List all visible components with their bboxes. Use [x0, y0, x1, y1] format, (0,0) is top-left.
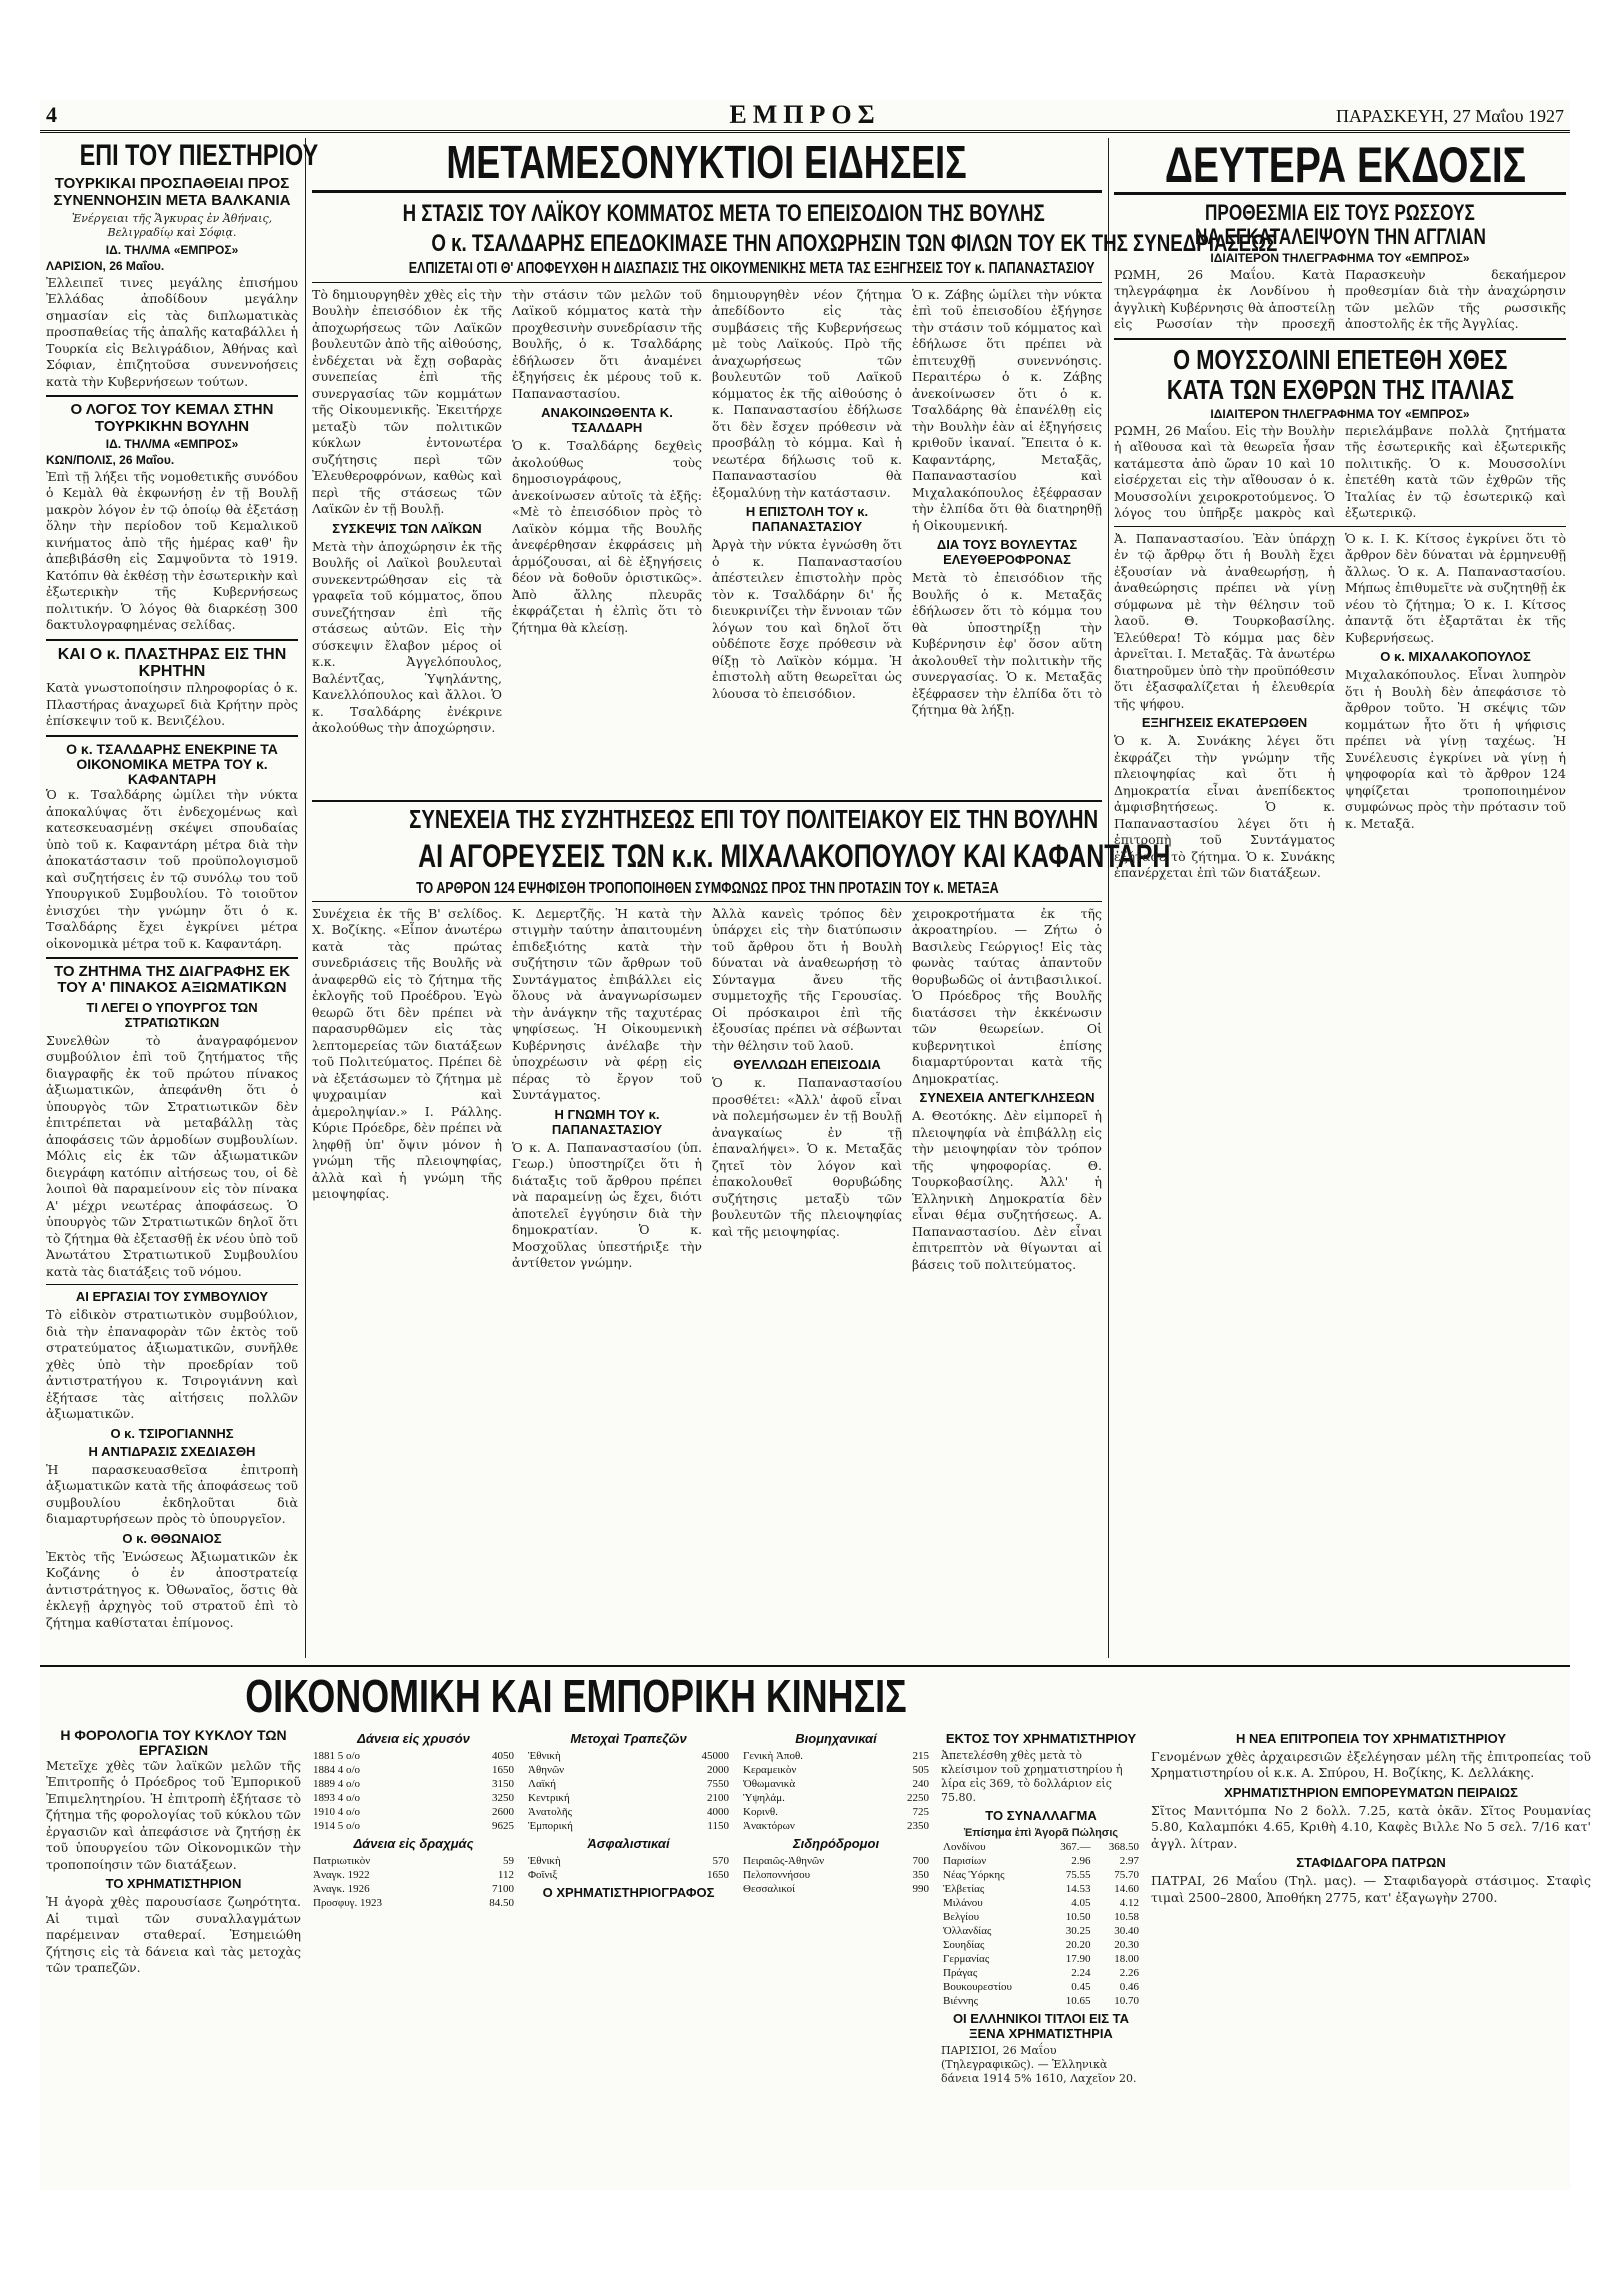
quote-table	[526, 1854, 731, 1882]
table-row	[941, 1924, 1141, 1938]
subheadline: Η ΓΝΩΜΗ ΤΟΥ κ. ΠΑΠΑΝΑΣΤΑΣΙΟΥ	[551, 1106, 663, 1137]
table-title: Μετοχαὶ Τραπεζῶν	[570, 1730, 687, 1746]
table-cell-label: Ἀθηνῶν	[528, 1763, 565, 1776]
table-cell-value: 3250	[492, 1791, 514, 1804]
table-row	[741, 1791, 931, 1805]
article-body: τὴν στάσιν τῶν μελῶν τοῦ Λαϊκοῦ κόμματος κατὰ τὴν προχθεσινὴν συνεδρίασιν τῆς Βουλῆς, ὁ κ. Τσαλδάρης ἐδήλωσεν ὅτι ἀναμένει ἐξηγήσεις ἐκ μέρους τοῦ κ. Παπαναστασίου.	[512, 286, 702, 401]
headline: Ο ΛΟΓΟΣ ΤΟΥ ΚΕΜΑΛ ΣΤΗΝ ΤΟΥΡΚΙΚΗΝ ΒΟΥΛΗΝ	[70, 401, 274, 435]
table-cell-label: Μιλάνου	[943, 1897, 983, 1910]
article-body: Α. Θεοτόκης. Δὲν εἰμπορεῖ ἡ πλειοψηφία νὰ ἐπιβάλλῃ εἰς τὴν μειοψηφίαν τὸν τρόπον τῆς ψηφοφορίας. Θ. Τουρκοβασίλης. Ἀλλ' ἡ Ἑλληνικὴ Δημοκρατία δὲν εἶναι θέμα συζητήσεως. Α. Παπαναστασίου. Δὲν εἶναι ἐπιτρεπτὸν νὰ θίγωνται αἱ βάσεις τοῦ πολιτεύματος.	[912, 1108, 1102, 1272]
table-cell-label: Κεντρική	[528, 1791, 570, 1804]
table-cell-label: Θεσσαλικοί	[743, 1882, 796, 1895]
subheadline: Ο κ. ΘΘΩΝΑΙΟΣ	[122, 1530, 222, 1546]
table-cell-value: 367.—	[1060, 1841, 1091, 1854]
table-cell-value: 10.65	[1065, 1995, 1091, 2008]
article-body: Ὁ κ. Α. Παπαναστασίου (ὑπ. Γεωρ.) ὑποστηρίζει ὅτι ἡ διάταξις τοῦ ἄρθρου πρέπει νὰ παραμείνῃ ὡς ἔχει, διότι ἀποτελεῖ ἐγγύησιν διὰ τὴν δημοκρατίαν. Ὁ κ. Μοσχοῦλας ὑπεστήριξε τὴν ἀντίθετον γνώμην.	[512, 1139, 702, 1271]
dateline-place: ΛΑΡΙΣΙΟΝ, 26 Μαΐου.	[46, 258, 165, 273]
table-cell-value: 75.55	[1065, 1869, 1091, 1882]
article-body: δημιουργηθὲν νέον ζήτημα ἀπεδίδοντο εἰς τὰς συμβάσεις τῆς Κυβερνήσεως μὲ τοὺς Λαϊκούς. Πρὸ τῆς ἀναχωρήσεως τῶν βουλευτῶν τοῦ Λαϊκοῦ κόμματος ἐκ τῆς αἰθούσης ὁ κ. Παπαναστασίου ἐδήλωσε ὅτι δὲν ἔσχεν πρόθεσιν νὰ προσβάλῃ τὸ κόμμα. Καὶ ἡ νεωτέρα δήλωσις τοῦ κ. Παπαναστασίου θὰ ἐξομαλύνῃ τὴν κατάστασιν.	[712, 286, 902, 500]
table-cell-label: Λονδίνου	[943, 1841, 986, 1854]
table-row	[311, 1777, 516, 1791]
table-cell-value: 2.96	[1071, 1855, 1091, 1868]
table-cell-value: 505	[912, 1763, 929, 1776]
quote-table	[741, 1854, 931, 1896]
table-row	[526, 1777, 731, 1791]
table-cell-value: 4050	[492, 1749, 514, 1762]
newspaper-name: ΕΜΠΡΟΣ	[729, 100, 881, 129]
quote-table	[311, 1749, 516, 1833]
table-row	[941, 1868, 1141, 1882]
table-cell-label: 1893 4 ο/ο	[313, 1791, 361, 1804]
table-cell-value: 0.45	[1071, 1981, 1091, 1994]
headline: ΤΟΥΡΚΙΚΑΙ ΠΡΟΣΠΑΘΕΙΑΙ ΠΡΟΣ ΣΥΝΕΝΝΟΗΣΙΝ ΜΕΤΑ ΒΑΛΚΑΝΙΑ	[53, 175, 291, 209]
article-body: Ὁ κ. Ι. Κ. Κίτσος ἐγκρίνει ὅτι τὸ ἄρθρον δὲν δύναται νὰ ἑρμηνευθῇ ἄλλως. Ὁ κ. Α. Παπαναστασίου. Μήπως ἐπιθυμεῖτε νὰ συζητηθῇ ἐκ νέου τὸ ζήτημα; Ὁ κ. Ι. Κίτσος ἀπαντᾷ ὅτι ἐξαρτᾶται ἐκ τῆς Κυβερνήσεως.	[1345, 530, 1566, 645]
article-body: Ὁ κ. Τσαλδάρης ὡμίλει τὴν νύκτα ἀποκαλύψας ὅτι ἐνδεχομένως καὶ κατεσκευασμένῃ σκέψει σπουδαίας ὑπὸ τοῦ κ. Καφαντάρη μέτρα διὰ τὴν ἀποκατάστασιν τοῦ προϋπολογισμοῦ καὶ συζητήσεις ἐν τῷ συνόλῳ του τοῦ Υπουργικοῦ Συμβουλίου. Τὸ τοιοῦτον ἐνισχύει τὴν γνώμην ὅτι ὁ κ. Τσαλδάρης ἔχει ἐγκρίνει μέτρα οἰκονομικὰ μέτρα τοῦ κ. Καφαντάρη.	[46, 787, 298, 951]
table-row	[311, 1896, 516, 1910]
subheadline: Η ΑΝΤΙΔΡΑΣΙΣ ΣΧΕΔΙΑΣΘΗ	[88, 1443, 256, 1459]
article-body: Ὁ κ. Παπαναστασίου προσθέτει: «Ἀλλ' ἀφοῦ εἶναι νὰ πολεμήσωμεν ἐν τῇ Βουλῇ ἀναγκαίως ἐν τῇ ἐπαναλήψει». Ὁ κ. Μεταξᾶς ζητεῖ τὸν λόγον καὶ ἐπακολουθεῖ θορυβώδης συζήτησις μεταξὺ τῶν βουλευτῶν τῆς πλειοψηφίας καὶ τῆς μειοψηφίας.	[712, 1075, 902, 1239]
page-number: 4	[46, 102, 57, 127]
table-row	[311, 1749, 516, 1763]
article-body: Σῖτος Μανιτόμπα Νο 2 δολλ. 7.25, κατὰ ὀκᾶν. Σῖτος Ρουμανίας 5.80, Καλαμπόκι 4.65, Κριθὴ 4.10, Καφὲς Βιλλε Νο 5 σελ. 7/16 κατ' ἀγγλ. λίτραν.	[1151, 1802, 1591, 1851]
table-cell-value: 2100	[707, 1791, 729, 1804]
table-cell-label: Πειραιῶς-Ἀθηνῶν	[743, 1854, 825, 1867]
article-body: ΠΑΡΙΣΙΟΙ, 26 Μαΐου (Τηλεγραφικῶς). — Ἑλληνικὰ δάνεια 1914 5% 1610, Λαχεῖον 20.	[941, 2044, 1137, 2086]
table-cell-value: 2600	[492, 1805, 514, 1818]
dateline-place: ΚΩΝ/ΠΟΛΙΣ, 26 Μαΐου.	[46, 452, 175, 467]
table-row	[941, 1952, 1141, 1966]
article-body: Ὁ κ. Ἀ. Συνάκης λέγει ὅτι ἐκφράζει τὴν γνώμην τῆς πλειοψηφίας καὶ ὅτι ἡ Δημοκρατία εἶναι ἀνεπίδεκτος ἀμφισβητήσεως. Ὁ κ. Παπαναστασίου λέγει ὅτι ἡ ἐπιτροπὴ τοῦ Συντάγματος ἐξήτασε τὸ ζήτημα. Ὁ κ. Συνάκης ἐπανέρχεται ἐπὶ τῶν διατάξεων.	[1114, 733, 1335, 881]
table-cell-value: 1650	[492, 1763, 514, 1776]
table-cell-value: 84.50	[489, 1896, 514, 1909]
article-body: Κ. Δεμερτζῆς. Ἡ κατὰ τὴν στιγμὴν ταύτην ἀπαιτουμένη ἐπιδεξιότης κατὰ τὴν συζήτησιν τῶν ἄρθρων τοῦ Συντάγματος ἐπιβάλλει εἰς ὅλους νὰ ἀναγνωρίσωμεν τὴν ἀνάγκην τῆς ταχυτέρας ψηφίσεως. Ἡ Οἰκουμενικὴ Κυβέρνησις ἀνέλαβε τὴν ὑποχρέωσιν νὰ φέρῃ εἰς πέρας τὸ ἔργον τοῦ Συντάγματος.	[512, 905, 702, 1103]
headline: Η ΣΤΑΣΙΣ ΤΟΥ ΛΑΪΚΟΥ ΚΟΜΜΑΤΟΣ ΜΕΤΑ ΤΟ ΕΠΕΙΣΟΔΙΟΝ ΤΗΣ ΒΟΥΛΗΣ	[402, 199, 1045, 227]
table-cell-value: 30.25	[1065, 1925, 1091, 1938]
table-cell-label: Ἐμπορική	[528, 1819, 573, 1832]
subheadline: ΤΟ ΣΥΝΑΛΛΑΓΜΑ	[985, 1807, 1097, 1823]
table-row	[526, 1749, 731, 1763]
article-body: Ἡ ἀγορὰ χθὲς παρουσίασε ζωηρότητα. Αἱ τιμαὶ τῶν συναλλαγμάτων παρέμειναν σταθεραί. Ἐσημειώθη ζήτησις εἰς τὰ δάνεια καὶ τὰς μετοχὰς τῶν τραπεζῶν.	[46, 1894, 301, 1976]
table-title: Δάνεια εἰς χρυσόν	[357, 1730, 470, 1746]
table-cell-label: Ἀναγκ. 1926	[313, 1882, 370, 1895]
article-body: Τὸ εἰδικὸν στρατιωτικὸν συμβούλιον, διὰ τὴν ἐπαναφορὰν τῶν ἐκτὸς τοῦ στρατεύματος ἀξιωματικῶν, συνῆλθε χθὲς ὑπὸ τὴν προεδρίαν τοῦ ἀντιστρατήγου κ. Τσιρογιάννη καὶ ἐξήτασε τὰς αἰτήσεις πολλῶν ἀξιωματικῶν.	[46, 1307, 298, 1422]
table-cell-label: Λαϊκή	[528, 1777, 556, 1790]
table-cell-value: 2350	[907, 1819, 929, 1832]
article-body: Ἀργὰ τὴν νύκτα ἐγνώσθη ὅτι ὁ κ. Παπαναστασίου ἀπέστειλεν ἐπιστολὴν πρὸς τὸν κ. Τσαλδάρην δι' ἧς διευκρινίζει τὴν ἔννοιαν τῶν λόγων του καὶ δηλοῖ ὅτι οὐδέποτε ἔσχε πρόθεσιν νὰ θίξῃ τὸ Λαϊκὸν κόμμα. Ἡ ἐπιστολὴ αὕτη θεωρεῖται ὡς λύουσα τὸ ἐπεισόδιον.	[712, 537, 902, 701]
article-body: Συνέχεια ἐκ τῆς Β' σελίδος. Χ. Βοζίκης. «Εἶπον ἀνωτέρω κατὰ τὰς πρώτας συνεδριάσεις τῆς Βουλῆς νὰ ἀναφερθῶ εἰς τὸ ζήτημα τῆς ἐκλογῆς τοῦ Προέδρου. Ἐγὼ θεωρῶ ὅτι δὲν πρέπει νὰ παρασυρθῶμεν εἰς τὰς λεπτομερείας τῶν διατάξεων τοῦ Πολιτεύματος. Πρέπει δὲ νὰ ἐξετάσωμεν τὸ ζήτημα μὲ ψυχραιμίαν καὶ ἀμεροληψίαν.» Ι. Ράλλης. Κύριε Πρόεδρε, δὲν πρέπει νὰ ληφθῇ ὑπ' ὄψιν μόνον ἡ γνώμη τῆς πλειοψηφίας, ἀλλὰ καὶ ἡ γνώμη τῆς μειοψηφίας.	[312, 905, 502, 1202]
article-body: Μετὰ τὸ ἐπεισόδιον τῆς Βουλῆς ὁ κ. Μεταξᾶς ἐδήλωσεν ὅτι τὸ κόμμα του θὰ ὑποστηρίξῃ τὴν Κυβέρνησιν ἐφ' ὅσον αὕτη ἀκολουθεῖ τὴν πολιτικὴν τῆς συνεργασίας. Ὁ κ. Μεταξᾶς ἐξέφρασεν τὴν ἐλπίδα ὅτι τὸ ζήτημα θὰ λήξῃ.	[912, 570, 1102, 718]
table-cell-label: Σουηδίας	[943, 1939, 985, 1952]
table-row	[741, 1868, 931, 1882]
table-cell-label: Βιέννης	[943, 1995, 978, 2008]
article-body: Ἀπετελέσθη χθὲς μετὰ τὸ κλείσιμον τοῦ χρηματιστηρίου ἡ λίρα εἰς 369, τὸ δολλάριον εἰς 75.80.	[941, 1748, 1123, 1804]
subheadline: ΣΥΣΚΕΨΙΣ ΤΩΝ ΛΑΪΚΩΝ	[332, 520, 482, 536]
table-cell-value: 570	[712, 1854, 729, 1867]
headline: ΑΙ ΑΓΟΡΕΥΣΕΙΣ ΤΩΝ κ.κ. ΜΙΧΑΛΑΚΟΠΟΥΛΟΥ ΚΑΙ ΚΑΦΑΝΤΑΡΗ	[418, 838, 1171, 875]
table-cell-value: 990	[912, 1882, 929, 1895]
article-body: Ἀ. Παπαναστασίου. Ἐὰν ὑπάρχῃ ἐν τῷ ἄρθρῳ ὅτι ἡ Βουλὴ ἔχει ἐξουσίαν νὰ ἀναθεωρήσῃ, ἡ ἀναθεώρησις πρέπει νὰ γίνῃ σύμφωνα μὲ τὴν θέλησιν τοῦ λαοῦ. Θ. Τουρκοβασίλης. Ἑλεύθερα! Τὸ κόμμα μας δὲν ἀρνεῖται. Ι. Μεταξᾶς. Τὰ ἀνωτέρω διατηροῦμεν ὑπὸ τὴν προϋπόθεσιν ὅτι ἐξασφαλίζεται ἡ ἐλευθερία τῆς ψήφου.	[1114, 530, 1335, 711]
table-cell-value: 2.97	[1119, 1855, 1139, 1868]
subheadline: Η ΕΠΙΣΤΟΛΗ ΤΟΥ κ. ΠΑΠΑΝΑΣΤΑΣΙΟΥ	[745, 504, 869, 535]
subheadline: Η ΝΕΑ ΕΠΙΤΡΟΠΕΙΑ ΤΟΥ ΧΡΗΜΑΤΙΣΤΗΡΙΟΥ	[1235, 1730, 1507, 1746]
quote-table	[311, 1854, 516, 1910]
headline: ΠΡΟΘΕΣΜΙΑ ΕΙΣ ΤΟΥΣ ΡΩΣΣΟΥΣ	[1205, 200, 1475, 225]
table-cell-value: 75.70	[1114, 1869, 1139, 1882]
subheadline: Ο ΧΡΗΜΑΤΙΣΤΗΡΙΟΓΡΑΦΟΣ	[542, 1884, 715, 1900]
article-body: Ἐλλειπεῖ τινες μεγάλης ἐπισήμου Ἐλλάδας ἀποδίδουν μεγάλην σημασίαν εἰς τὰς διπλωματικὰς προσπαθείας τῆς ἀπαλῆς καταβάλλει ἡ Τουρκία εἰς Βελιγράδιον, Ἀθήνας καὶ Σόφιαν, ἐπιζητοῦσα συνεννοήσεις κατὰ τὴν Κυβερνήσεων τούτων.	[46, 274, 298, 389]
table-row	[941, 1854, 1141, 1868]
table-row	[311, 1854, 516, 1868]
table-cell-value: 368.50	[1108, 1841, 1139, 1854]
banner-headline: ΜΕΤΑΜΕΣΟΝΥΚΤΙΟΙ ΕΙΔΗΣΕΙΣ	[312, 138, 1102, 193]
headline: ΚΑΤΑ ΤΩΝ ΕΧΘΡΩΝ ΤΗΣ ΙΤΑΛΙΑΣ	[1166, 373, 1514, 405]
left-column	[46, 139, 319, 1658]
table-cell-value: 14.53	[1065, 1883, 1091, 1896]
masthead	[40, 100, 1570, 133]
subheadline: ΕΞΗΓΗΣΕΙΣ ΕΚΑΤΕΡΩΘΕΝ	[1141, 715, 1308, 731]
subheadline: ΘΥΕΛΛΩΔΗ ΕΠΕΙΣΟΔΙΑ	[733, 1057, 881, 1073]
table-header: Ἐπίσημα ἐπὶ Ἀγορᾶ Πώλησις	[963, 1826, 1119, 1839]
table-cell-label: 1881 5 ο/ο	[313, 1749, 361, 1762]
table-row	[741, 1763, 931, 1777]
table-cell-label: Βουκουρεστίου	[943, 1981, 1012, 1994]
table-cell-label: 1914 5 ο/ο	[313, 1819, 361, 1832]
table-row	[941, 1896, 1141, 1910]
headline: ΝΑ ΕΓΚΑΤΑΛΕΙΨΟΥΝ ΤΗΝ ΑΓΓΛΙΑΝ	[1194, 223, 1486, 249]
table-cell-label: Ἐλβετίας	[943, 1883, 985, 1896]
table-cell-value: 2.26	[1119, 1967, 1139, 1980]
article-body: Μετὰ τὴν ἀποχώρησιν ἐκ τῆς Βουλῆς οἱ Λαϊκοὶ βουλευταὶ συνεκεντρώθησαν εἰς τὰ γραφεῖα τοῦ κόμματος, ὅπου συνεζήτησαν ἐπὶ τῆς στάσεως αὐτῶν. Εἰς τὴν σύσκεψιν ἔλαβον μέρος οἱ κ.κ. Ἀγγελόπουλος, Βαλέντζας, Ὑψηλάντης, Κανελλόπουλος καὶ ἄλλοι. Ὁ κ. Τσαλδάρης ἐνέκρινε ἀκολούθως τὴν ἀποχώρησιν.	[312, 538, 502, 736]
table-cell-value: 1650	[707, 1868, 729, 1881]
table-row	[941, 1966, 1141, 1980]
table-cell-label: Κορινθ.	[743, 1805, 778, 1818]
article-body: χειροκροτήματα ἐκ τῆς ἀκροατηρίου. — Ζήτω ὁ Βασιλεὺς Γεώργιος! Εἰς τὰς φωνὰς ταύτας ἀπαντοῦν θορυβωδῶς οἱ ἀντιβασιλικοί. Ὁ Πρόεδρος τῆς Βουλῆς διατάσσει τὴν ἐκκένωσιν τῶν θεωρείων. Οἱ κυβερνητικοὶ ἐπίσης διαμαρτύρονται κατὰ τῆς Δημοκρατίας.	[912, 905, 1102, 1086]
table-cell-value: 17.90	[1065, 1953, 1091, 1966]
headline: Ο κ. ΤΣΑΛΔΑΡΗΣ ΕΝΕΚΡΙΝΕ ΤΑ ΟΙΚΟΝΟΜΙΚΑ ΜΕΤΡΑ ΤΟΥ κ. ΚΑΦΑΝΤΑΡΗ	[66, 740, 278, 788]
table-cell-value: 20.20	[1065, 1939, 1091, 1952]
article-body: Μετεῖχε χθὲς τῶν λαϊκῶν μελῶν τῆς Ἐπιτροπῆς ὁ Πρόεδρος τοῦ Ἐμπορικοῦ Ἐπιμελητηρίου. Ἡ ἐπιτροπὴ ἐξήτασε τὸ ζήτημα τῆς φορολογίας τοῦ κύκλου τῶν ἐργασιῶν καὶ ἀπεφάσισε νὰ ζητήσῃ ἐκ τοῦ ὑπουργείου τῶν Οἰκονομικῶν τὴν τροποποίησιν τῶν διατάξεων.	[46, 1757, 301, 1872]
table-row	[526, 1854, 731, 1868]
subheadline: ΤΟ ΧΡΗΜΑΤΙΣΤΗΡΙΟΝ	[105, 1876, 242, 1892]
subheadline: Ο κ. ΤΣΙΡΟΓΙΑΝΝΗΣ	[110, 1425, 234, 1441]
subheadline: ΕΚΤΟΣ ΤΟΥ ΧΡΗΜΑΤΙΣΤΗΡΙΟΥ	[945, 1730, 1137, 1746]
banner-headline: ΔΕΥΤΕΡΑ ΕΚΔΟΣΙΣ	[1114, 138, 1566, 195]
headline: Η ΦΟΡΟΛΟΓΙΑ ΤΟΥ ΚΥΚΛΟΥ ΤΩΝ ΕΡΓΑΣΙΩΝ	[60, 1726, 287, 1758]
article-body: Κατὰ γνωστοποίησιν πληροφορίας ὁ κ. Πλαστήρας ἀναχωρεῖ διὰ Κρήτην πρὸς ἐπίσκεψιν τοῦ κ. Βενιζέλου.	[46, 680, 298, 729]
section-title: ΕΠΙ ΤΟΥ ΠΙΕΣΤΗΡΙΟΥ	[79, 139, 319, 172]
table-row	[311, 1868, 516, 1882]
table-row	[311, 1805, 516, 1819]
table-row	[941, 1882, 1141, 1896]
article-body: ΡΩΜΗ, 26 Μαΐου. Κατὰ τηλεγράφημα ἐκ Λονδίνου ἡ ἀγγλικὴ Κυβέρνησις θὰ ἀποστείλῃ εἰς Ρωσσίαν τὴν προσεχῆ Παρασκευὴν δεκαήμερον προθεσμίαν διὰ τὴν ἀναχώρησιν τῶν μελῶν τῆς ρωσσικῆς ἀποστολῆς ἐκ τῆς Ἀγγλίας.	[1114, 266, 1566, 331]
table-row	[741, 1819, 931, 1833]
table-cell-label: Ὑψηλάμ.	[743, 1791, 785, 1804]
article-body: Μιχαλακόπουλος. Εἶναι λυπηρὸν ὅτι ἡ Βουλὴ δὲν ἀπεφάσισε τὸ ἄρθρον τοῦτο. Ἡ σκέψις τῶν κομμάτων ἦτο ὅτι ἡ ψήφισις πρέπει νὰ γίνῃ ταχέως. Ἡ Συνέλευσις ἐγκρίνει νὰ γίνῃ ἡ ψηφοφορία καὶ τὸ ἄρθρον 124 ψηφίζεται τροποποιημένον συμφώνως πρὸς τὴν πρότασιν τοῦ κ. Μεταξᾶ.	[1345, 667, 1566, 831]
headline: Ο ΜΟΥΣΣΟΛΙΝΙ ΕΠΕΤΕΘΗ ΧΘΕΣ	[1172, 343, 1508, 375]
table-cell-label: Γερμανίας	[943, 1953, 990, 1966]
subheadline: ΣΤΑΦΙΔΑΓΟΡΑ ΠΑΤΡΩΝ	[1296, 1855, 1446, 1871]
article-body: Ὁ κ. Ζάβης ὡμίλει τὴν νύκτα ἐπὶ τοῦ ἐπεισοδίου ἐξήγησε τὴν στάσιν τοῦ κόμματος καὶ ἐδήλωσε ὅτι πρέπει νὰ ἐπιτευχθῇ συνεννόησις. Περαιτέρω ὁ κ. Ζάβης ἀνεκοίνωσεν ὅτι ὁ κ. Τσαλδάρης θὰ ἐπανέλθῃ εἰς τὴν Βουλὴν ἐὰν αἱ ἐξηγήσεις κριθοῦν ἱκαναί. Ἔπειτα ὁ κ. Καφαντάρης, Μεταξᾶς, Παπαναστασίου καὶ Μιχαλακόπουλος ἐξέφρασαν τὴν ἐλπίδα ὅτι θὰ διατηρηθῇ ἡ Οἰκουμενική.	[912, 286, 1102, 533]
table-cell-value: 1150	[707, 1819, 729, 1832]
table-cell-label: 1910 4 ο/ο	[313, 1805, 361, 1818]
table-row	[741, 1749, 931, 1763]
quote-table	[741, 1749, 931, 1833]
table-row	[941, 1980, 1141, 1994]
dateline: ΙΔ. ΤΗΛ/ΜΑ «ΕΜΠΡΟΣ»	[105, 242, 239, 257]
table-cell-label: Ὀθωμανικὰ	[743, 1777, 796, 1790]
subheadline: ΤΟ ΑΡΘΡΟΝ 124 ΕΨΗΦΙΣΘΗ ΤΡΟΠΟΠΟΙΗΘΕΝ ΣΥΜΦΩΝΩΣ ΠΡΟΣ ΤΗΝ ΠΡΟΤΑΣΙΝ ΤΟΥ κ. ΜΕΤΑΞΑ	[415, 879, 999, 897]
table-cell-value: 112	[497, 1868, 514, 1881]
article-body: Τὸ δημιουργηθὲν χθὲς εἰς τὴν Βουλὴν ἐπεισόδιον ἐκ τῆς ἀποχωρήσεως τῶν Λαϊκῶν βουλευτῶν ἀπὸ τῆς αἰθούσης, ἐνδέχεται νὰ ἔχῃ σοβαρὰς συνεπείας ἐπὶ τῆς συνεργασίας τῶν κομμάτων τῆς Οἰκουμενικῆς. Ἐκειτήρχε μεταξὺ τῶν πολιτικῶν κύκλων ἐντονωτέρα συζήτησις περὶ τῶν Ἐλευθεροφρόνων, καθὼς καὶ περὶ τῆς στάσεως τῶν Λαϊκῶν ἐν τῇ Βουλῇ.	[312, 286, 502, 517]
table-cell-label: Ἀνακτόρων	[743, 1819, 795, 1832]
right-column	[1114, 138, 1566, 1658]
subheadline: ΑΝΑΚΟΙΝΩΘΕΝΤΑ Κ. ΤΣΑΛΔΑΡΗ	[541, 405, 673, 436]
subheadline: ΔΙΑ ΤΟΥΣ ΒΟΥΛΕΥΤΑΣ ΕΛΕΥΘΕΡΟΦΡΟΝΑΣ	[936, 537, 1078, 568]
subheadline: ΑΙ ΕΡΓΑΣΙΑΙ ΤΟΥ ΣΥΜΒΟΥΛΙΟΥ	[75, 1289, 269, 1305]
table-cell-label: Ὀλλανδίας	[943, 1925, 992, 1938]
table-cell-label: Πατριωτικὸν	[313, 1854, 371, 1867]
dateline: ΙΔΙΑΙΤΕΡΟΝ ΤΗΛΕΓΡΑΦΗΜΑ ΤΟΥ «ΕΜΠΡΟΣ»	[1210, 250, 1470, 265]
subheadline: ΟΙ ΕΛΛΗΝΙΚΟΙ ΤΙΤΛΟΙ ΕΙΣ ΤΑ ΞΕΝΑ ΧΡΗΜΑΤΙΣΤΗΡΙΑ	[952, 2011, 1130, 2042]
table-cell-label: 1889 4 ο/ο	[313, 1777, 361, 1790]
table-row	[311, 1763, 516, 1777]
table-title: Σιδηρόδρομοι	[792, 1835, 880, 1851]
table-cell-label: Πράγας	[943, 1967, 978, 1980]
table-cell-value: 0.46	[1119, 1981, 1139, 1994]
table-cell-value: 700	[912, 1854, 929, 1867]
dateline: ΙΔΙΑΙΤΕΡΟΝ ΤΗΛΕΓΡΑΦΗΜΑ ΤΟΥ «ΕΜΠΡΟΣ»	[1210, 406, 1470, 421]
article-body: Ἀλλὰ κανεὶς τρόπος δὲν ὑπάρχει εἰς τὴν διατύπωσιν τοῦ ἄρθρου ὅτι ἡ Βουλὴ δύναται νὰ ἀναθεωρήσῃ τὸ Σύνταγμα ἄνευ τῆς συμμετοχῆς τῆς Γερουσίας. Οἱ πρόσκαιροι ἐπὶ τῆς ἐξουσίας πρέπει νὰ σέβωνται τὴν θέλησιν τοῦ λαοῦ.	[712, 905, 902, 1053]
quote-table	[526, 1749, 731, 1833]
table-title: Βιομηχανικαί	[795, 1730, 877, 1746]
table-cell-value: 30.40	[1114, 1925, 1139, 1938]
table-cell-label: Γενικὴ Ἀποθ.	[743, 1749, 803, 1762]
subheadline: ΤΙ ΛΕΓΕΙ Ο ΥΠΟΥΡΓΟΣ ΤΩΝ ΣΤΡΑΤΙΩΤΙΚΩΝ	[86, 999, 258, 1030]
table-cell-label: Ἐθνικὴ	[528, 1749, 561, 1762]
headline: ΣΥΝΕΧΕΙΑ ΤΗΣ ΣΥΖΗΤΗΣΕΩΣ ΕΠΙ ΤΟΥ ΠΟΛΙΤΕΙΑΚΟΥ ΕΙΣ ΤΗΝ ΒΟΥΛΗΝ	[409, 804, 1099, 834]
table-cell-label: Νέας Ὑόρκης	[943, 1869, 1005, 1882]
issue-date: ΠΑΡΑΣΚΕΥΗ, 27 Μαΐου 1927	[1335, 106, 1564, 126]
article-body: ΡΩΜΗ, 26 Μαΐου. Εἰς τὴν Βουλὴν ἡ αἴθουσα καὶ τὰ θεωρεῖα ἦσαν κατάμεστα ἀπὸ ὥραν 10 καὶ 10 εἰσέρχεται εἰς τὴν αἴθουσαν ὁ κ. Μουσσολίνι χειροκροτούμενος. Ὁ λόγος του ὑπῆρξε μακρὸς καὶ περιελάμβανε πολλὰ ζητήματα τῆς ἐσωτερικῆς καὶ ἐξωτερικῆς πολιτικῆς. Ὁ κ. Μουσσολίνι ἐπετέθη κατὰ τῶν ἐχθρῶν τῆς Ἰταλίας ἐν τῷ ἐσωτερικῷ καὶ ἐξωτερικῷ.	[1114, 422, 1566, 521]
table-cell-value: 59	[503, 1854, 514, 1867]
table-row	[741, 1882, 931, 1896]
table-row	[311, 1819, 516, 1833]
table-cell-value: 215	[912, 1749, 929, 1762]
headline: ΤΟ ΖΗΤΗΜΑ ΤΗΣ ΔΙΑΓΡΑΦΗΣ ΕΚ ΤΟΥ Α' ΠΙΝΑΚΟΣ ΑΞΙΩΜΑΤΙΚΩΝ	[53, 963, 291, 997]
table-row	[741, 1805, 931, 1819]
section-divider	[312, 800, 1102, 802]
table-row	[526, 1791, 731, 1805]
article-body: Ἐκτὸς τῆς Ἐνώσεως Ἀξιωματικῶν ἐκ Κοζάνης ὁ ἐν ἀποστρατείᾳ ἀντιστράτηγος κ. Ὀθωναῖος, ὅστις θὰ ἐκλεγῇ ἀρχηγὸς τοῦ στρατοῦ ἐπὶ τὸ ζήτημα καθίσταται ἐπίμονος.	[46, 1548, 298, 1630]
headline: ΚΑΙ Ο κ. ΠΛΑΣΤΗΡΑΣ ΕΙΣ ΤΗΝ ΚΡΗΤΗΝ	[57, 645, 287, 681]
table-row	[941, 1994, 1141, 2008]
table-cell-label: Παρισίων	[943, 1855, 987, 1868]
table-title: Ἀσφαλιστικαί	[587, 1835, 670, 1851]
article-body: ΠΑΤΡΑΙ, 26 Μαΐου (Τηλ. μας). — Σταφιδαγορὰ στάσιμος. Σταφὶς τιμαὶ 2500–2800, Ἀποθήκη 2775, κατ' ἐξαγωγὴν 2700.	[1151, 1873, 1591, 1905]
table-row	[526, 1868, 731, 1882]
byline: Ἐνέργειαι τῆς Ἄγκυρας ἐν Ἀθήναις, Βελιγραδίῳ καὶ Σόφιᾳ.	[71, 211, 273, 239]
table-row	[526, 1763, 731, 1777]
table-cell-value: 240	[912, 1777, 929, 1790]
table-cell-value: 4000	[707, 1805, 729, 1818]
subheadline: ΕΛΠΙΖΕΤΑΙ ΟΤΙ Θ' ΑΠΟΦΕΥΧΘΗ Η ΔΙΑΣΠΑΣΙΣ ΤΗΣ ΟΙΚΟΥΜΕΝΙΚΗΣ ΜΕΤΑ ΤΑΣ ΕΞΗΓΗΣΕΙΣ ΤΟΥ κ. ΠΑΠΑΝΑΣΤΑΣΙΟΥ	[408, 260, 1095, 278]
table-cell-label: Προσφυγ. 1923	[313, 1896, 383, 1909]
column-divider	[305, 138, 306, 1658]
table-row	[941, 1840, 1141, 1854]
table-cell-label: Ἐθνικὴ	[528, 1854, 561, 1867]
section-divider	[40, 1665, 1570, 1667]
table-cell-value: 4.05	[1071, 1897, 1091, 1910]
table-cell-label: Βελγίου	[943, 1911, 980, 1924]
finance-section	[46, 1670, 1591, 2182]
table-cell-value: 10.50	[1065, 1911, 1091, 1924]
table-row	[741, 1854, 931, 1868]
table-cell-value: 2250	[907, 1791, 929, 1804]
table-title: Δάνεια εἰς δραχμάς	[353, 1835, 474, 1851]
table-cell-value: 10.58	[1114, 1911, 1139, 1924]
table-row	[311, 1791, 516, 1805]
table-cell-value: 14.60	[1114, 1883, 1139, 1896]
table-cell-value: 10.70	[1114, 1995, 1139, 2008]
table-row	[526, 1819, 731, 1833]
article-body: Γενομένων χθὲς ἀρχαιρεσιῶν ἐξελέγησαν μέλη τῆς ἐπιτροπείας τοῦ Χρηματιστηρίου οἱ κ.κ. Α. Σπύρου, Η. Βοζίκης, Κ. Δελλάκης.	[1151, 1748, 1591, 1781]
table-cell-value: 350	[912, 1868, 929, 1881]
subheadline: ΣΥΝΕΧΕΙΑ ΑΝΤΕΓΚΛΗΣΕΩΝ	[919, 1090, 1095, 1106]
table-cell-label: Πελοποννήσου	[743, 1868, 811, 1881]
table-cell-label: 1884 4 ο/ο	[313, 1763, 361, 1776]
table-cell-value: 2.24	[1071, 1967, 1091, 1980]
subheadline: Ο κ. ΜΙΧΑΛΑΚΟΠΟΥΛΟΣ	[1380, 649, 1531, 665]
table-cell-value: 45000	[701, 1749, 729, 1762]
article-body: Ὁ κ. Τσαλδάρης δεχθεὶς ἀκολούθως τοὺς δημοσιογράφους, ἀνεκοίνωσεν αὐτοῖς τὰ ἑξῆς: «Μὲ τὸ ἐπεισόδιον πρὸς τὸ Λαϊκὸν κόμμα τῆς Βουλῆς ἀνεφέρθησαν ἐκφράσεις μὴ ἁρμόζουσαι, αἱ δὲ ἐξηγήσεις δέον νὰ δοθοῦν ὁριστικῶς». Ἀπὸ ἄλλης πλευρᾶς ἐκφράζεται ἡ ἐλπὶς ὅτι τὸ ζήτημα θὰ κλείσῃ.	[512, 438, 702, 635]
table-cell-value: 7100	[492, 1882, 514, 1895]
table-cell-value: 18.00	[1114, 1953, 1139, 1966]
table-cell-value: 9625	[492, 1819, 514, 1832]
subheadline: ΧΡΗΜΑΤΙΣΤΗΡΙΟΝ ΕΜΠΟΡΕΥΜΑΤΩΝ ΠΕΙΡΑΙΩΣ	[1224, 1784, 1518, 1800]
dateline: ΙΔ. ΤΗΛ/ΜΑ «ΕΜΠΡΟΣ»	[105, 436, 239, 451]
table-row	[941, 1910, 1141, 1924]
article-body: Ἐπὶ τῇ λήξει τῆς νομοθετικῆς συνόδου ὁ Κεμὰλ θὰ ἐκφωνήσῃ ἐν τῇ Βουλῇ μακρὸν λόγον ἐν τῷ ὁποίῳ θὰ ἐξετάσῃ ὅλην τὴν περίοδον τοῦ Κεμαλικοῦ κινήματος ἀπὸ τῆς ἡμέρας καθ' ἣν ἀπεβιβάσθη εἰς Σαμψοῦντα τὸ 1919. Κατόπιν θὰ ἐκθέσῃ τὴν ἐσωτερικὴν καὶ ἐξωτερικὴν τῆς Κυβερνήσεως πολιτικήν. Ὁ λόγος θὰ διαρκέσῃ 300 δακτυλογραφημένας σελίδας.	[46, 468, 298, 633]
table-cell-value: 3150	[492, 1777, 514, 1790]
table-cell-label: Κεραμεικὸν	[743, 1763, 797, 1776]
article-body: Συνελθὼν τὸ ἀναγραφόμενον συμβούλιον ἐπὶ τοῦ ζητήματος τῆς διαγραφῆς ἐκ τοῦ πρώτου πίνακος ἀξιωματικῶν, ἀπεφάνθη ὅτι ὁ ὑπουργὸς τῶν Στρατιωτικῶν δὲν ἐπιτρέπεται νὰ μεταβάλλῃ τὰς ἀποφάσεις τῶν ἀρμοδίων συμβουλίων. Μόλις εἰς ἐκ τῶν ἀξιωματικῶν διεγράφη κατόπιν αἰτήσεως του, οἱ δὲ λοιποὶ θὰ παραμείνουν εἰς τὸν πίνακα Α' μέχρι νεωτέρας ἀποφάσεως. Ὁ ὑπουργὸς τῶν Στρατιωτικῶν δηλοῖ ὅτι τὸ ζήτημα θὰ ἐξετασθῇ ἐκ νέου ὑπὸ τοῦ Ἀνωτάτου Στρατιωτικοῦ Συμβουλίου κατὰ τὰς διατάξεις τοῦ νόμου.	[46, 1032, 298, 1279]
exchange-table	[941, 1840, 1141, 2008]
table-cell-value: 20.30	[1114, 1939, 1139, 1952]
table-cell-label: Φοῖνιξ	[528, 1868, 558, 1881]
headline: Ο κ. ΤΣΑΛΔΑΡΗΣ ΕΠΕΔΟΚΙΜΑΣΕ ΤΗΝ ΑΠΟΧΩΡΗΣΙΝ ΤΩΝ ΦΙΛΩΝ ΤΟΥ ΕΚ ΤΗΣ ΣΥΝΕΔΡΙΑΣΕΩΣ	[431, 229, 1278, 257]
table-cell-label: Ἀναγκ. 1922	[313, 1868, 370, 1881]
table-row	[311, 1882, 516, 1896]
article-body: Ἡ παρασκευασθεῖσα ἐπιτροπὴ ἀξιωματικῶν κατὰ τῆς ἀποφάσεως τοῦ συμβουλίου ἐκδηλοῦται διὰ διαμαρτυρήσεων πρὸς τὸ ὑπουργεῖον.	[46, 1461, 298, 1527]
table-row	[941, 1938, 1141, 1952]
table-row	[741, 1777, 931, 1791]
table-cell-value: 4.12	[1119, 1897, 1139, 1910]
table-cell-value: 725	[912, 1805, 929, 1818]
banner-headline: ΟΙΚΟΝΟΜΙΚΗ ΚΑΙ ΕΜΠΟΡΙΚΗ ΚΙΝΗΣΙΣ	[245, 1670, 907, 1722]
table-cell-value: 7550	[707, 1777, 729, 1790]
table-row	[526, 1805, 731, 1819]
table-cell-label: Ἀνατολῆς	[528, 1805, 573, 1818]
table-cell-value: 2000	[707, 1763, 729, 1776]
